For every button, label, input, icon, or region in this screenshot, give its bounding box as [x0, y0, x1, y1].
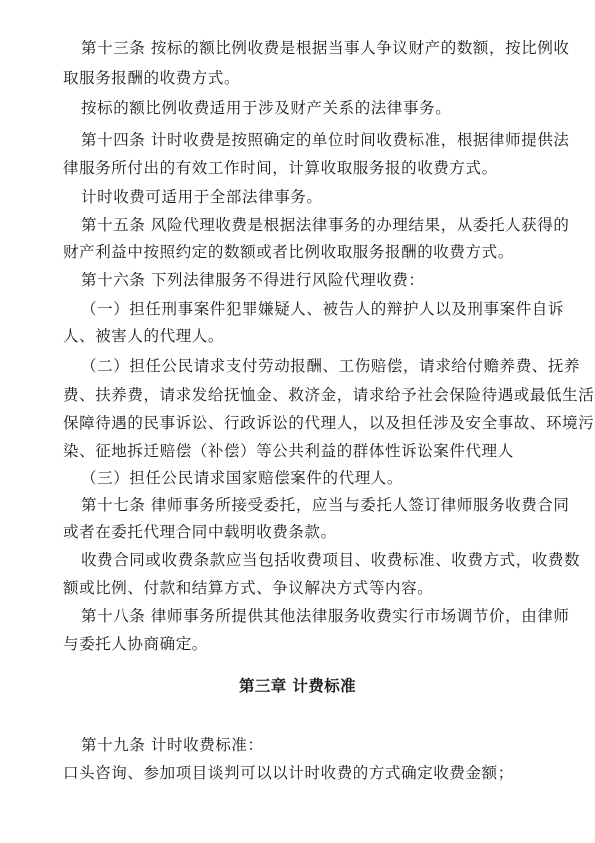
article-13-line-2: 取服务报酬的收费方式。 — [63, 69, 241, 87]
article-14-line-1: 第十四条 计时收费是按照确定的单位时间收费标准，根据律师提供法 — [81, 131, 570, 149]
article-18-line-1: 第十八条 律师事务所提供其他法律服务收费实行市场调节价，由律师 — [81, 607, 570, 625]
chapter-title: 第三章 计费标准 — [238, 677, 357, 695]
article-16-item-2-line-1: （二）担任公民请求支付劳动报酬、工伤赔偿，请求给付赡养费、抚养 — [81, 357, 581, 375]
article-14-line-2: 律服务所付出的有效工作时间，计算收取服务报的收费方式。 — [63, 159, 498, 177]
article-15-line-1: 第十五条 风险代理收费是根据法律事务的办理结果，从委托人获得的 — [81, 216, 570, 234]
article-16-item-2-line-3: 保障待遇的民事诉讼、行政诉讼的代理人，以及担任涉及安全事故、环境污 — [63, 414, 595, 432]
article-16-item-2-line-2: 费、扶养费，请求发给抚恤金、救济金，请求给予社会保险待遇或最低生活 — [63, 386, 595, 404]
article-13-paragraph-2: 按标的额比例收费适用于涉及财产关系的法律事务。 — [81, 99, 452, 117]
article-16-line-1: 第十六条 下列法律服务不得进行风险代理收费： — [81, 271, 425, 289]
article-17-line-2: 或者在委托代理合同中载明收费条款。 — [63, 523, 337, 541]
article-17-line-1: 第十七条 律师事务所接受委托，应当与委托人签订律师服务收费合同 — [81, 496, 570, 514]
article-19-line-1: 第十九条 计时收费标准： — [81, 736, 264, 754]
article-18-line-2: 与委托人协商确定。 — [63, 635, 208, 653]
article-17-paragraph-2-line-1: 收费合同或收费条款应当包括收费项目、收费标准、收费方式，收费数 — [81, 551, 581, 569]
article-16-item-1-line-2: 人、被害人的代理人。 — [63, 327, 225, 345]
article-15-line-2: 财产利益中按照约定的数额或者比例收取服务报酬的收费方式。 — [63, 243, 514, 261]
article-19-line-2: 口头咨询、参加项目谈判可以以计时收费的方式确定收费金额； — [63, 764, 514, 782]
article-13-line-1: 第十三条 按标的额比例收费是根据当事人争议财产的数额，按比例收 — [81, 39, 570, 57]
article-16-item-3: （三）担任公民请求国家赔偿案件的代理人。 — [81, 469, 404, 487]
article-14-paragraph-2: 计时收费可适用于全部法律事务。 — [81, 188, 323, 206]
article-16-item-1-line-1: （一）担任刑事案件犯罪嫌疑人、被告人的辩护人以及刑事案件自诉 — [81, 300, 565, 318]
article-17-paragraph-2-line-2: 额或比例、付款和结算方式、争议解决方式等内容。 — [63, 579, 434, 597]
article-16-item-2-line-4: 染、征地拆迁赔偿（补偿）等公共利益的群体性诉讼案件代理人 — [63, 442, 514, 460]
